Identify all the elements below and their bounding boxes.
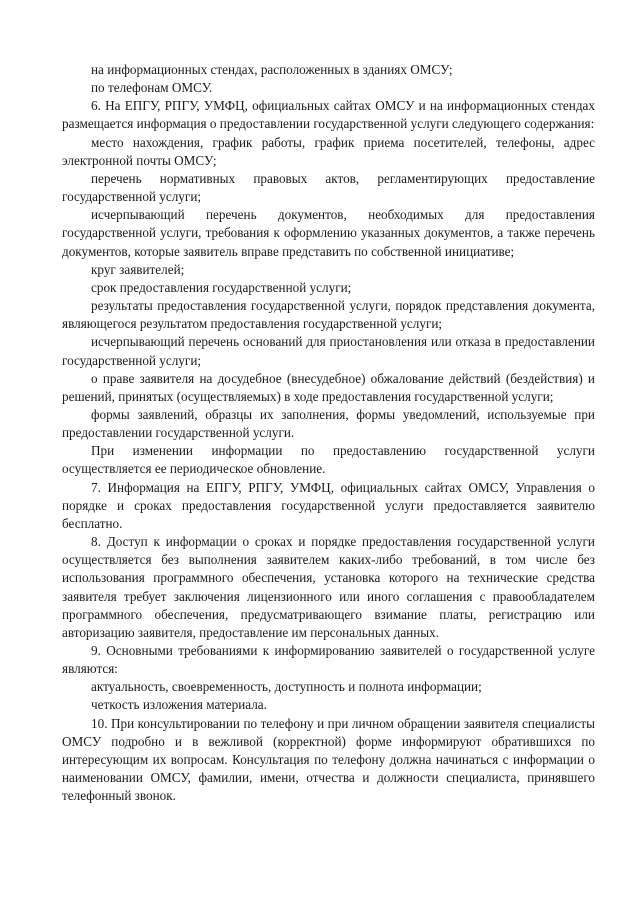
paragraph-item-10: 10. При консультировании по телефону и при личном обращении заявителя специалисты ОМСУ подробно и в вежливой (корректной) форме информируют обратившихся по интересующим их вопросам. Консультация по телефону должна начинаться с информации о наименовании ОМСУ, фамилии, имени, отчества и должности специалиста, принявшего телефонный звонок. bbox=[62, 715, 595, 804]
document-page bbox=[62, 61, 595, 805]
paragraph-term: срок предоставления государственной услуги; bbox=[91, 279, 352, 295]
paragraph-applicants: круг заявителей; bbox=[91, 261, 185, 277]
paragraph-updates: При изменении информации по предоставлению государственной услуги осуществляется ее периодическое обновление. bbox=[62, 443, 595, 477]
paragraph-forms: формы заявлений, образцы их заполнения, формы уведомлений, используемые при предоставлении государственной услуги. bbox=[62, 406, 595, 441]
paragraph-item-9: 9. Основными требованиями к информированию заявителей о государственной услуге являются: bbox=[62, 643, 595, 677]
paragraph-results: результаты предоставления государственной услуги, порядок представления документа, являющегося результатом предоставления государственной услуги; bbox=[62, 298, 595, 332]
paragraph-item-7: 7. Информация на ЕПГУ, РПГУ, УМФЦ, официальных сайтах ОМСУ, Управления о порядке и сроках предоставления государственной услуги предоставляется заявителю бесплатно. bbox=[62, 479, 595, 531]
paragraph-item-6: 6. На ЕПГУ, РПГУ, УМФЦ, официальных сайтах ОМСУ и на информационных стендах размещается информация о предоставлении государственной услуги следующего содержания: bbox=[62, 98, 595, 132]
paragraph-stands: на информационных стендах, расположенных в зданиях ОМСУ; bbox=[91, 62, 453, 77]
paragraph-item-8: 8. Доступ к информации о сроках и порядке предоставления государственной услуги осуществляется без выполнения заявителем каких-либо требований, в том числе без использования программного обеспечения, установка которого на технические средства заявителя требует заключения лицензионного или иного соглашения с правообладателем программного обеспечения, предусматривающего взимание платы, регистрацию или авторизацию заявителя, предоставление им персональных данных. bbox=[62, 534, 595, 640]
paragraph-relevance: актуальность, своевременность, доступность и полнота информации; bbox=[91, 679, 482, 695]
paragraph-phones: по телефонам ОМСУ. bbox=[91, 80, 213, 96]
paragraph-appeal-right: о праве заявителя на досудебное (внесудебное) обжалование действий (бездействия) и решений, принятых (осуществляемых) в ходе предоставления государственной услуги; bbox=[62, 370, 595, 404]
paragraph-documents-list: исчерпывающий перечень документов, необходимых для предоставления государственной услуги, требования к оформлению указанных документов, а также перечень документов, которые заявитель вправе представить по собственной инициативе; bbox=[62, 207, 595, 259]
paragraph-refusal-grounds: исчерпывающий перечень оснований для приостановления или отказа в предоставлении государственной услуги; bbox=[62, 334, 595, 368]
paragraph-clarity: четкость изложения материала. bbox=[91, 697, 267, 713]
paragraph-location: место нахождения, график работы, график приема посетителей, телефоны, адрес электронной почты ОМСУ; bbox=[62, 134, 595, 168]
paragraph-legal-acts: перечень нормативных правовых актов, регламентирующих предоставление государственной услуги; bbox=[62, 170, 595, 205]
